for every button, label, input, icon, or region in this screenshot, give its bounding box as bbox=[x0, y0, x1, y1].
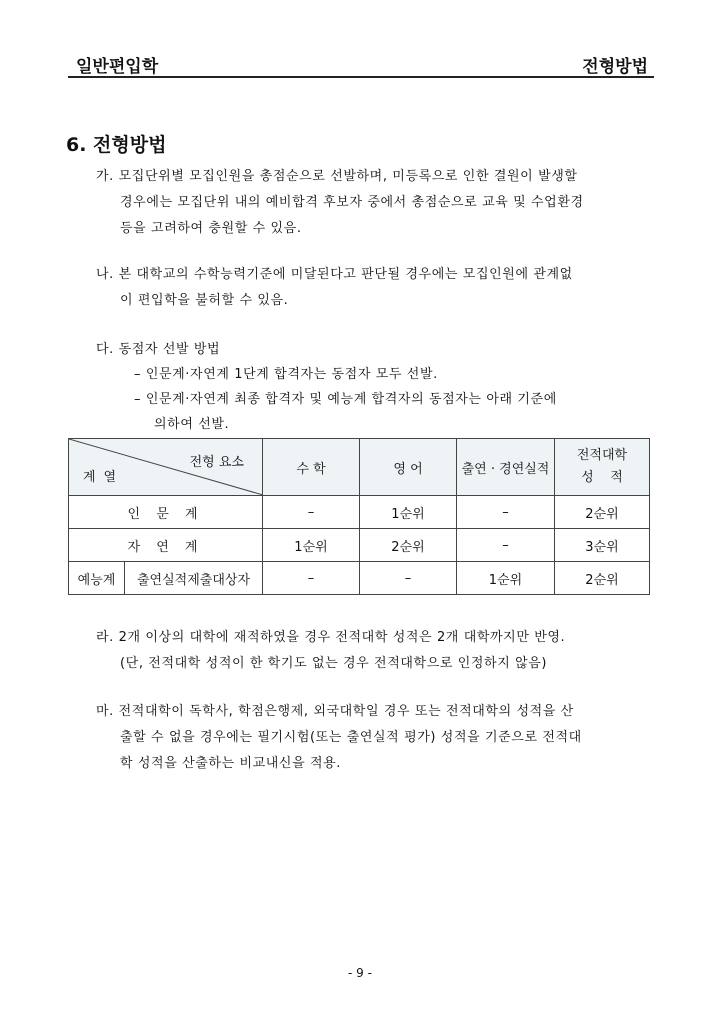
paragraph-ma-line-1: 마. 전적대학이 독학사, 학점은행제, 외국대학일 경우 또는 전적대학의 성적을 산 bbox=[96, 704, 574, 719]
paragraph-ra-line-2: (단, 전적대학 성적이 한 학기도 없는 경우 전적대학으로 인정하지 않음) bbox=[120, 656, 548, 671]
paragraph-da-item-1: – 인문계·자연계 1단계 합격자는 동점자 모두 선발. bbox=[134, 367, 438, 382]
column-header-performance: 출연 · 경연실적 bbox=[457, 439, 555, 496]
table-cell: 1순위 bbox=[457, 562, 555, 595]
paragraph-ra-line-1: 라. 2개 이상의 대학에 재적하였을 경우 전적대학 성적은 2개 대학까지만 반영. bbox=[96, 630, 566, 645]
tie-break-table bbox=[68, 438, 650, 595]
column-header-prior-school-line-2: 성 적 bbox=[581, 470, 623, 485]
paragraph-ga-line-2: 경우에는 모집단위 내의 예비합격 후보자 중에서 총점순으로 교육 및 수업환경 bbox=[120, 195, 584, 210]
table-cell: 1순위 bbox=[360, 496, 457, 529]
section-title: 6. 전형방법 bbox=[66, 134, 167, 156]
table-header-row bbox=[69, 439, 650, 496]
paragraph-na-line-1: 나. 본 대학교의 수학능력기준에 미달된다고 판단될 경우에는 모집인원에 관계없 bbox=[96, 267, 573, 282]
corner-top-label: 전형 요소 bbox=[189, 455, 244, 470]
page-number: - 9 - bbox=[348, 966, 372, 980]
paragraph-ga-line-1: 가. 모집단위별 모집인원을 총점순으로 선발하며, 미등록으로 인한 결원이 발생할 bbox=[96, 169, 578, 184]
table-cell: – bbox=[263, 496, 360, 529]
table-cell: 2순위 bbox=[555, 496, 650, 529]
column-header-prior-school-line-1: 전적대학 bbox=[576, 448, 628, 463]
row-label-arts: 예능계 bbox=[69, 562, 125, 595]
table-cell: 3순위 bbox=[555, 529, 650, 562]
page-header bbox=[68, 52, 654, 78]
row-sublabel-arts: 출연실적제출대상자 bbox=[125, 562, 263, 595]
table-cell: – bbox=[263, 562, 360, 595]
paragraph-na-line-2: 이 편입학을 불허할 수 있음. bbox=[120, 293, 289, 308]
table-cell: – bbox=[457, 529, 555, 562]
paragraph-da-item-2: – 인문계·자연계 최종 합격자 및 예능계 합격자의 동점자는 아래 기준에 bbox=[134, 392, 557, 407]
corner-bottom-label: 계열 bbox=[83, 470, 125, 485]
column-header-english: 영 어 bbox=[360, 439, 457, 496]
column-header-math: 수 학 bbox=[263, 439, 360, 496]
row-label-humanities: 인 문 계 bbox=[69, 496, 263, 529]
paragraph-ma-line-3: 학 성적을 산출하는 비교내신을 적용. bbox=[120, 756, 342, 771]
table-row bbox=[69, 529, 650, 562]
column-header-prior-school bbox=[555, 439, 650, 496]
table-row bbox=[69, 496, 650, 529]
row-label-science: 자 연 계 bbox=[69, 529, 263, 562]
table-row bbox=[69, 562, 650, 595]
table-corner-cell bbox=[69, 439, 263, 496]
paragraph-da-item-2-cont: 의하여 선발. bbox=[154, 417, 230, 432]
table-cell: – bbox=[457, 496, 555, 529]
table-cell: 2순위 bbox=[555, 562, 650, 595]
paragraph-ma-line-2: 출할 수 없을 경우에는 필기시험(또는 출연실적 평가) 성적을 기준으로 전적대 bbox=[120, 730, 582, 745]
header-right: 전형방법 bbox=[582, 57, 648, 77]
paragraph-ga-line-3: 등을 고려하여 충원할 수 있음. bbox=[120, 221, 302, 236]
table-cell: 1순위 bbox=[263, 529, 360, 562]
table-cell: 2순위 bbox=[360, 529, 457, 562]
table-cell: – bbox=[360, 562, 457, 595]
header-left: 일반편입학 bbox=[76, 57, 159, 77]
paragraph-da-heading: 다. 동점자 선발 방법 bbox=[96, 342, 221, 357]
